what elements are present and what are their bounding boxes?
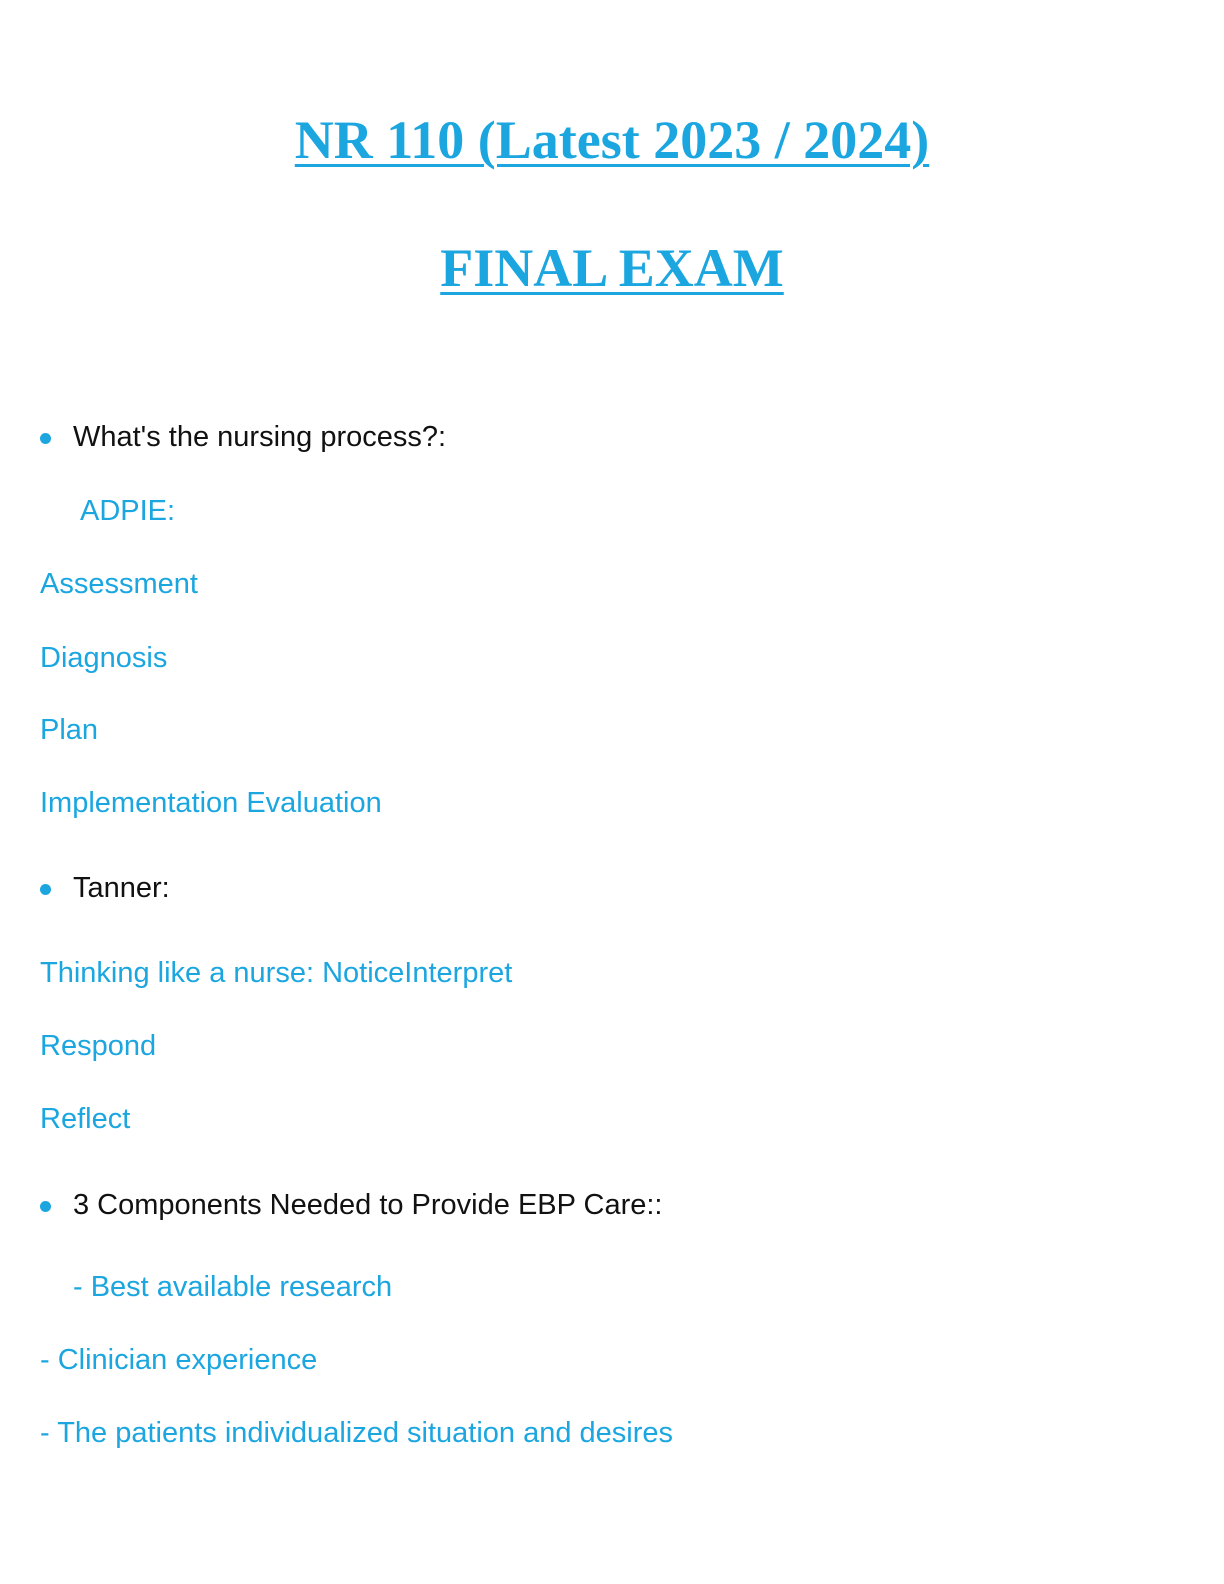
bullet-icon bbox=[40, 884, 51, 895]
question-tanner: Tanner: bbox=[73, 872, 170, 904]
question-nursing-process: What's the nursing process?: bbox=[73, 421, 447, 453]
answer-line: Thinking like a nurse: NoticeInterpret bbox=[40, 957, 513, 989]
answer-line: Implementation Evaluation bbox=[40, 787, 382, 819]
document-title-line-2: FINAL EXAM bbox=[440, 238, 784, 298]
answer-line: Respond bbox=[40, 1030, 157, 1062]
answer-line: Diagnosis bbox=[40, 642, 168, 674]
answer-line: ADPIE: bbox=[80, 495, 176, 527]
bullet-icon bbox=[40, 1201, 51, 1212]
document-title-line-1: NR 110 (Latest 2023 / 2024) bbox=[294, 110, 930, 170]
bullet-icon bbox=[40, 433, 51, 444]
answer-line: Assessment bbox=[40, 568, 198, 600]
answer-line: - The patients individualized situation and desires bbox=[40, 1417, 674, 1449]
question-ebp-components: 3 Components Needed to Provide EBP Care:: bbox=[73, 1189, 663, 1221]
answer-line: - Clinician experience bbox=[40, 1344, 318, 1376]
answer-line: - Best available research bbox=[73, 1271, 393, 1303]
answer-line: Reflect bbox=[40, 1103, 131, 1135]
answer-line: Plan bbox=[40, 714, 99, 746]
